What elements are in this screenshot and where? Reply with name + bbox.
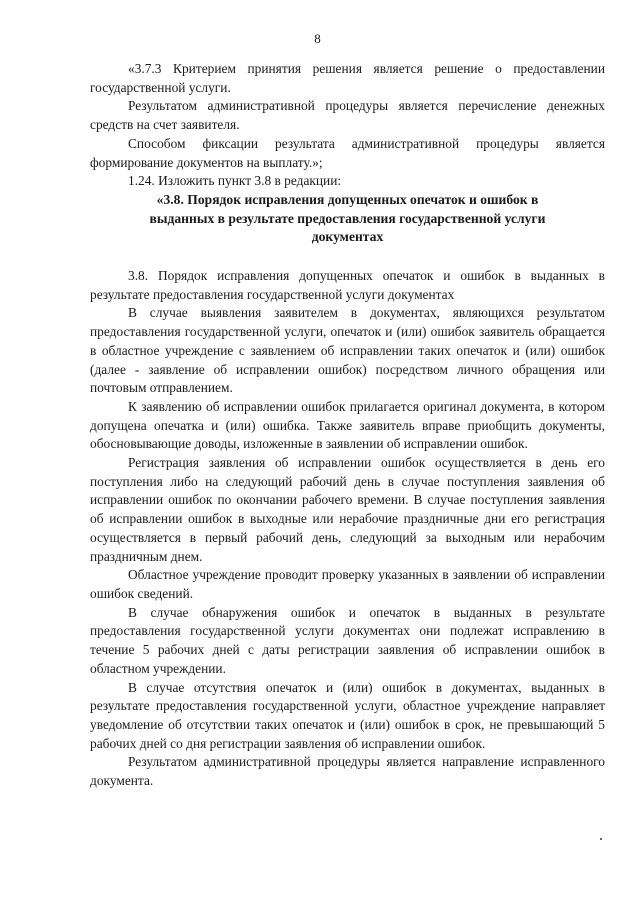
- paragraph-result-transfer: Результатом административной процедуры является перечисление денежных средств на счет заявителя.: [90, 98, 605, 133]
- paragraph-verification: Областное учреждение проводит проверку указанных в заявлении об исправлении ошибок сведений.: [90, 567, 605, 601]
- paragraph-original-document: К заявлению об исправлении ошибок прилагается оригинал документа, в котором допущена опечатка и (или) ошибка. Также заявитель вправе приобщить документы, обосновывающие доводы, изложенные в заявлении об исправлении ошибок.: [90, 398, 605, 452]
- paragraph-3-7-3: «3.7.3 Критерием принятия решения является решение о предоставлении государственной услуги.: [90, 61, 605, 95]
- page-number: 8: [314, 31, 321, 46]
- paragraph-error-detection: В случае выявления заявителем в документах, являющихся результатом предоставления государственной услуги, опечаток и (или) ошибок заявитель обращается в областное учреждение с заявлением об исправлении таких опечаток и (или) ошибок (далее - заявление об исправлении ошибок) посредством личного обращения или почтовым отправлением.: [90, 305, 605, 396]
- paragraph-procedure-result: Результатом административной процедуры является направление исправленного документа.: [90, 754, 605, 789]
- scan-mark: [600, 838, 602, 840]
- section-heading-3-8: «3.8. Порядок исправления допущенных опечаток и ошибок в выданных в результате предоставления государственной услуги документах: [149, 191, 546, 245]
- paragraph-no-errors-notice: В случае отсутствия опечаток и (или) ошибок в документах, выданных в результате предоставления государственной услуги, областное учреждение направляет уведомление об отсутствии таких опечаток и (или) ошибок в срок, не превышающий 5 рабочих дней со дня регистрации заявления об исправлении ошибок.: [90, 679, 605, 751]
- paragraph-3-8-title: 3.8. Порядок исправления допущенных опечаток и ошибок в выданных в результате предоставления государственной услуги документах: [90, 268, 605, 302]
- paragraph-registration: Регистрация заявления об исправлении ошибок осуществляется в день его поступления либо на следующий рабочий день в случае поступления заявления об исправлении ошибок по окончании рабочего времени. В случае поступления заявления об исправлении ошибок в выходные или нерабочие праздничные дни его регистрация осуществляется в первый рабочий день, следующий за выходным или нерабочим праздничным днем.: [90, 455, 605, 564]
- paragraph-fixation-method: Способом фиксации результата административной процедуры является формирование документов на выплату.»;: [90, 135, 605, 170]
- paragraph-amendment-1-24: 1.24. Изложить пункт 3.8 в редакции:: [128, 173, 342, 189]
- document-body: [90, 60, 605, 791]
- paragraph-correction-deadline: В случае обнаружения ошибок и опечаток в выданных в результате предоставления государственной услуги документах они подлежат исправлению в течение 5 рабочих дней с даты регистрации заявления об исправлении ошибок в областном учреждении.: [90, 604, 605, 676]
